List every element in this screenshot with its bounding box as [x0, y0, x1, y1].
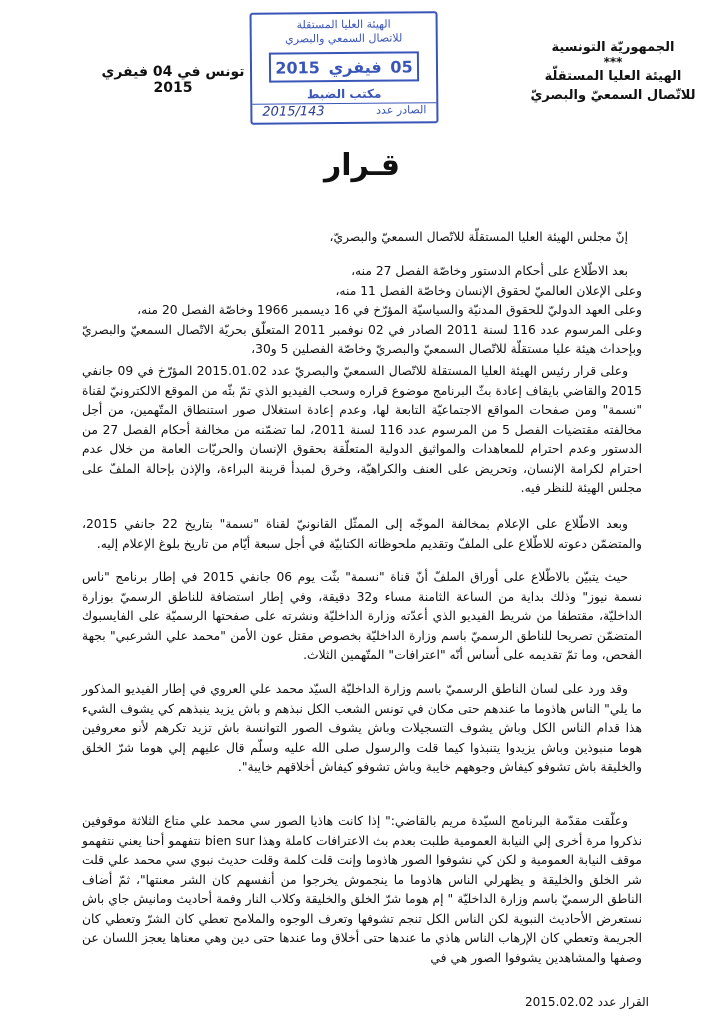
paragraph-council: إنّ مجلس الهيئة العليا المستقلّة للاتّصال السمعيّ والبصريّ، — [329, 230, 628, 244]
stamp-date-box — [269, 51, 419, 82]
legal-references — [82, 262, 642, 360]
stars-separator: *** — [603, 55, 623, 69]
registry-stamp — [250, 11, 439, 125]
stamp-outgoing-label: الصادر عدد — [376, 103, 427, 117]
stamp-authority-line1: الهيئة العليا المستقلة — [296, 17, 391, 32]
section-president-decision — [82, 362, 642, 499]
paragraph-spokesman-quote: وقد ورد على لسان الناطق الرسميّ باسم وزارة الداخليّة السيّد محمد علي العروي في إطار الفيديو المذكور ما يلي" الناس هاذوما ما عندهم حتى مكان في تونس الشعب الكل نبذهم و باش يزيد ينبذهم كي يشوف الشيء هذا قدام الناس الكل وباش يشوف التسجيلات وباش يشوف الصور التوانسة باش تزيد تكرهم لأنو معروفين هوما منبوذين وباش يزيدوا يتنبذوا كيما قلت والرسول صلى الله عليه وسلّم قال عليهم إلي هوما شرّ الخلق والخليقة باش تشوفو كيفاش وجوههم خايبة وباش تشوفو كيفاش أخلاقهم خايبة". — [82, 682, 642, 774]
preamble — [82, 228, 642, 248]
section-presenter-comment — [82, 812, 642, 968]
stamp-day: 05 — [390, 56, 413, 77]
stamp-outgoing-row — [252, 102, 436, 120]
document-date: تونس في 04 فيفري 2015 — [101, 64, 245, 96]
section-facts — [82, 568, 642, 666]
stamp-month: فيفري — [328, 57, 382, 77]
paragraph-presenter-comment: وعلّقت مقدّمة البرنامج السيّدة مريم بالقاضي:" إذا كانت هاذيا الصور سي محمد علي متاع الثلاثة موقوفين نذكروا مرة أخرى إلي النيابة العمومية طلبت بعدم بث الاعترافات كاملة وهذا bien sur نتفهمو أحنا يعني نتفهمو موقف النيابة العمومية و لكن كي نشوفوا الصور هاذوما وإنت قلت كلمة وقلت حديث نبوي سي محمد علي قلت شر الخلق والخليقة و يظهرلي الناس هاذوما ما ينجموش يخرجوا من أنفسهم كان الشر معنتها"، ثمّ أضاف الناطق الرسميّ باسم وزارة الداخليّة " إم هوما شرّ الخلق والخليقة وكلاب النار وفمة أحاديث ومانيش جاي باش نستعرض الأحاديث النبوية لكن الناس الكل تنجم تشوفها وتعرف الوجوه والملامح تعطي كان الشرّ وتعطي كان الجريمة وتعطي كان الإرهاب الناس هاذي ما عندها حتى أخلاق وما عندها حتى دين وهي معناها يعجز اللسان عن وصفها والمشاهدين يشوفوا الصور هي في — [82, 814, 642, 965]
paragraph-udhr: وعلى الإعلان العالميّ لحقوق الإنسان وخاصّة الفصل 11 منه، — [335, 283, 642, 298]
issuer-header — [528, 38, 698, 105]
stamp-office: مكتب الضبط — [306, 86, 382, 102]
paragraph-facts: حيث يتبيّن بالاطّلاع على أوراق الملفّ أنّ قناة "نسمة" بثّت يوم 06 جانفي 2015 في إطار برنامج "ناس نسمة نيوز" وذلك بداية من الساعة الثامنة مساء و32 دقيقة، وفي إطار استضافة للناطق الرسميّ بوزارة الداخليّة، مقتطفا من شريط الفيديو الذي أعدّته وزارة الداخليّة ونشرته على صفحتها الرسميّة على الفايسبوك المتضمّن تصريحا للناطق الرسميّ باسم وزارة الداخليّة بخصوص مقتل عون الأمن "محمد علي الشرعبي" بجهة الفحص، وما تمّ تقديمه على أساس أنّه "اعترافات" المتّهمين الثلاث. — [82, 570, 642, 662]
paragraph-decree-116: وعلى المرسوم عدد 116 لسنة 2011 الصادر في 02 نوفمبر 2011 المتعلّق بحريّة الاتّصال السمعيّ والبصريّ وبإحداث هيئة عليا مستقلّة للاتّصال السمعيّ والبصريّ وخاصّة الفصلين 5 و30، — [82, 322, 643, 356]
stamp-authority — [252, 17, 436, 47]
stamp-year: 2015 — [275, 57, 320, 78]
paragraph-president-decision: وعلى قرار رئيس الهيئة العليا المستقلة للاتّصال السمعيّ والبصريّ عدد 2015.01.02 المؤرّخ في 09 جانفي 2015 والقاضي بايقاف إعادة بثّ البرنامج موضوع قراره وسحب الفيديو الذي تمّ بثّه من الموقع الالكترونيّ لقناة "نسمة" ومن صفحات المواقع الاجتماعيّة التابعة لها، وعدم إعادة استغلال صور استنطاق المتّهمين، من أجل مخالفته مقتضيات الفصل 5 من المرسوم عدد 116 لسنة 2011، لما تضمّنه من مخالفة أحكام الفصل 27 من الدستور وعدم احترام للمعاهدات والمواثيق الدولية المتعلّقة بحقوق الإنسان والحريّات العامة من خلال عدم احترام لكرامة الإنسان، وتحريض على العنف والكراهيّة، وخرق لمبدأ قرينة البراءة، والإذن بإحالة الملفّ على مجلس الهيئة للنظر فيه. — [82, 364, 642, 495]
paragraph-notification: وبعد الاطّلاع على الإعلام بمخالفة الموجّه إلى الممثّل القانونيّ لقناة "نسمة" بتاريخ 22 جانفي 2015، والمتضمّن دعوته للاطّلاع على الملفّ وتقديم ملحوظاته الكتابيّة في أجل سبعة أيّام من تاريخ بلوغ الإعلام إليه. — [82, 517, 642, 551]
section-spokesman-quote — [82, 680, 642, 778]
republic-name: الجمهوريّة التونسية — [551, 40, 675, 55]
document-title: قـرار — [323, 148, 401, 183]
paragraph-iccpr: وعلى العهد الدوليّ للحقوق المدنيّة والسياسيّة المؤرّخ في 16 ديسمبر 1966 وخاصّة الفصل 20 منه، — [137, 303, 642, 317]
stamp-outgoing-number: 2015/143 — [262, 104, 325, 120]
section-notification — [82, 515, 642, 554]
stamp-authority-line2: للاتصال السمعي والبصري — [285, 31, 403, 46]
authority-name-line2: للاتّصال السمعيّ والبصريّ — [530, 88, 696, 103]
authority-name-line1: الهيئة العليا المستقلّة — [544, 69, 682, 84]
decision-reference-footer: القرار عدد 2015.02.02 — [525, 995, 649, 1009]
paragraph-constitution: بعد الاطّلاع على أحكام الدستور وخاصّة الفصل 27 منه، — [351, 264, 628, 278]
